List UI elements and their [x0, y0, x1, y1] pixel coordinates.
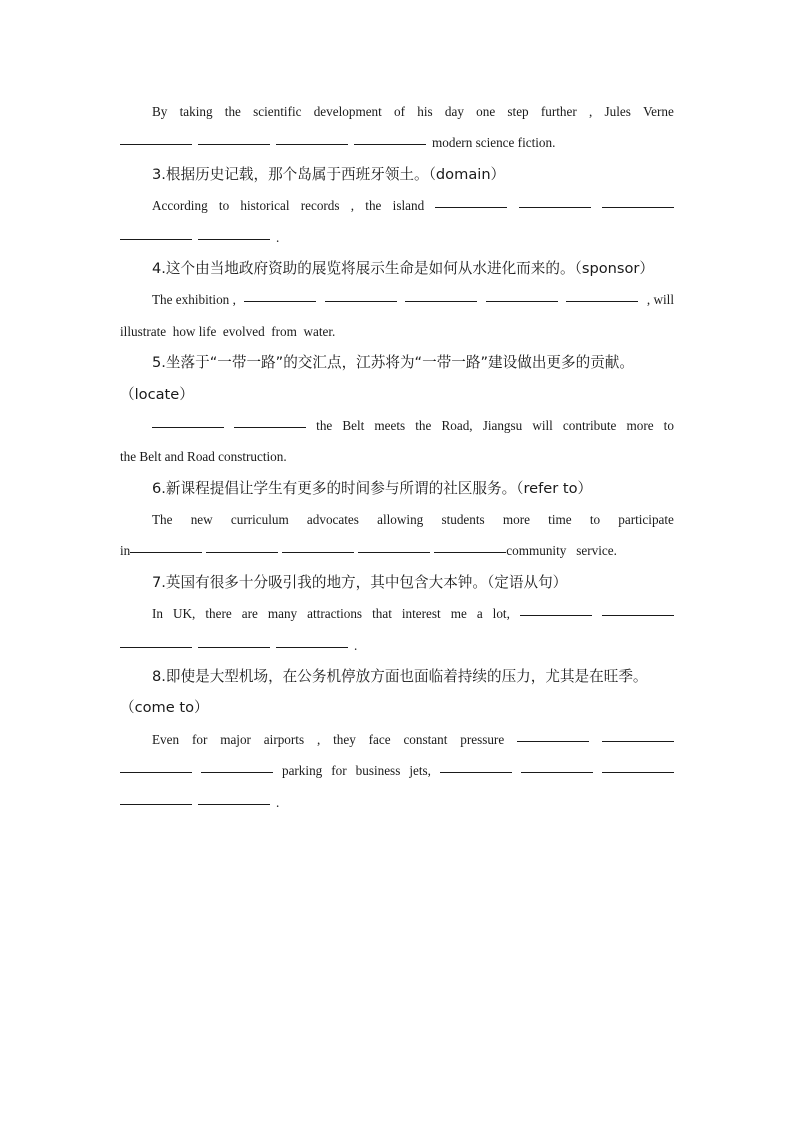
answer-blank[interactable]	[602, 740, 674, 742]
word: of	[394, 104, 406, 119]
word: curriculum	[230, 512, 289, 528]
word: for	[331, 763, 347, 779]
word: records	[300, 198, 340, 214]
word: In	[152, 606, 163, 622]
answer-blank[interactable]	[354, 143, 426, 145]
answer-blank[interactable]	[602, 771, 674, 773]
word: that	[372, 606, 392, 622]
q2-line-2	[120, 127, 674, 158]
word: the	[316, 417, 333, 433]
answer-blank[interactable]	[201, 771, 273, 773]
word: allowing	[377, 512, 424, 528]
answer-blank[interactable]	[434, 551, 506, 553]
q6-line-2	[120, 535, 674, 566]
word: they	[333, 731, 356, 747]
word: pressure	[460, 731, 505, 747]
answer-blank[interactable]	[521, 771, 593, 773]
word: ,	[588, 104, 593, 119]
answer-blank[interactable]	[520, 614, 592, 616]
q5-line-1	[120, 410, 674, 441]
q8-line-1	[120, 724, 674, 755]
word: one	[476, 104, 496, 119]
word: time	[548, 512, 572, 528]
sentence-tail: community service.	[506, 543, 617, 559]
answer-blank[interactable]	[198, 143, 270, 145]
sentence-end: .	[276, 229, 280, 245]
word: to	[218, 198, 230, 214]
document-page	[120, 96, 674, 818]
q2-line-1	[120, 96, 674, 127]
word: contribute	[562, 417, 617, 433]
answer-blank[interactable]	[566, 300, 638, 302]
q5-prompt-continued: （locate）	[120, 385, 194, 403]
q4-line-1	[120, 284, 674, 315]
sentence-end: .	[354, 637, 358, 653]
word: step	[507, 104, 529, 119]
word: The	[152, 512, 173, 528]
word: me	[450, 606, 467, 622]
answer-blank[interactable]	[130, 551, 202, 553]
answer-blank[interactable]	[325, 300, 397, 302]
word: scientific	[253, 104, 302, 119]
word: development	[313, 104, 382, 119]
word: By	[152, 104, 168, 119]
q3-line-1	[120, 190, 674, 221]
word: for	[191, 731, 208, 747]
word: advocates	[306, 512, 359, 528]
answer-blank[interactable]	[440, 771, 512, 773]
q5-prompt: 5.坐落于“一带一路”的交汇点，江苏将为“一带一路”建设做出更多的贡献。	[152, 354, 634, 372]
word: students	[441, 512, 485, 528]
sentence-start: The exhibition ,	[152, 292, 236, 308]
sentence-end: , will	[646, 292, 674, 308]
word: island	[392, 198, 425, 214]
q3-prompt: 3.根据历史记载，那个岛属于西班牙领土。（domain）	[152, 165, 506, 183]
word: participate	[618, 512, 674, 528]
answer-blank[interactable]	[405, 300, 477, 302]
word: day	[444, 104, 464, 119]
word: to	[589, 512, 601, 528]
word: face	[368, 731, 391, 747]
word: his	[417, 104, 433, 119]
answer-blank[interactable]	[120, 646, 192, 648]
answer-blank[interactable]	[120, 803, 192, 805]
q7-line-1	[120, 598, 674, 629]
answer-blank[interactable]	[120, 143, 192, 145]
answer-blank[interactable]	[198, 803, 270, 805]
word: Road,	[441, 417, 473, 433]
word: Verne	[643, 104, 674, 119]
word: meets	[374, 417, 406, 433]
answer-blank[interactable]	[244, 300, 316, 302]
word: business	[355, 763, 401, 779]
word: According	[152, 198, 208, 214]
answer-blank[interactable]	[602, 206, 674, 208]
word: constant	[403, 731, 448, 747]
q5-line-2	[120, 441, 674, 472]
word: parking	[281, 763, 323, 779]
sentence-tail: illustrate how life evolved from water.	[120, 323, 336, 339]
sentence-tail: the Belt and Road construction.	[120, 449, 287, 465]
word: many	[267, 606, 298, 622]
q6-line-1	[120, 504, 674, 535]
word: will	[532, 417, 553, 433]
word: are	[241, 606, 258, 622]
word: more	[626, 417, 654, 433]
word: further	[540, 104, 577, 119]
q4-prompt: 4.这个由当地政府资助的展览将展示生命是如何从水进化而来的。（sponsor）	[152, 259, 655, 277]
answer-blank[interactable]	[120, 238, 192, 240]
word: Belt	[342, 417, 365, 433]
word: ,	[316, 731, 321, 747]
q8-line-3	[120, 787, 674, 818]
word: interest	[401, 606, 441, 622]
word: taking	[179, 104, 213, 119]
answer-blank[interactable]	[602, 614, 674, 616]
answer-blank[interactable]	[276, 646, 348, 648]
q8-prompt-continued: （come to）	[120, 699, 209, 717]
sentence-start: in	[120, 543, 131, 559]
word: attractions	[307, 606, 363, 622]
q6-prompt: 6.新课程提倡让学生有更多的时间参与所谓的社区服务。（refer to）	[152, 479, 593, 497]
word: Jiangsu	[482, 417, 523, 433]
answer-blank[interactable]	[198, 646, 270, 648]
q4-line-2	[120, 316, 674, 347]
word: the	[365, 198, 382, 214]
answer-blank[interactable]	[198, 238, 270, 240]
word: the	[224, 104, 241, 119]
word: major	[220, 731, 251, 747]
answer-blank[interactable]	[435, 206, 507, 208]
sentence-tail: modern science fiction.	[432, 135, 556, 151]
word: new	[190, 512, 213, 528]
answer-blank[interactable]	[206, 551, 278, 553]
word: jets,	[409, 763, 431, 779]
answer-blank[interactable]	[276, 143, 348, 145]
sentence-end: .	[276, 794, 280, 810]
answer-blank[interactable]	[358, 551, 430, 553]
answer-blank[interactable]	[152, 426, 224, 428]
q7-line-2	[120, 630, 674, 661]
word: airports	[263, 731, 305, 747]
word: the	[415, 417, 432, 433]
answer-blank[interactable]	[486, 300, 558, 302]
answer-blank[interactable]	[517, 740, 589, 742]
word: lot,	[492, 606, 510, 622]
word: there	[205, 606, 232, 622]
q3-line-2	[120, 222, 674, 253]
word: Jules	[604, 104, 631, 119]
word: UK,	[173, 606, 196, 622]
answer-blank[interactable]	[234, 426, 306, 428]
q8-prompt: 8.即使是大型机场，在公务机停放方面也面临着持续的压力，尤其是在旺季。	[152, 668, 648, 686]
answer-blank[interactable]	[120, 771, 192, 773]
word: Even	[152, 731, 180, 747]
q8-line-2	[120, 755, 674, 786]
word: more	[502, 512, 530, 528]
answer-blank[interactable]	[519, 206, 591, 208]
word: ,	[350, 198, 355, 214]
q7-prompt: 7.英国有很多十分吸引我的地方，其中包含大本钟。（定语从句）	[152, 573, 568, 591]
word: a	[476, 606, 483, 622]
answer-blank[interactable]	[282, 551, 354, 553]
word: to	[663, 417, 674, 433]
word: historical	[240, 198, 290, 214]
